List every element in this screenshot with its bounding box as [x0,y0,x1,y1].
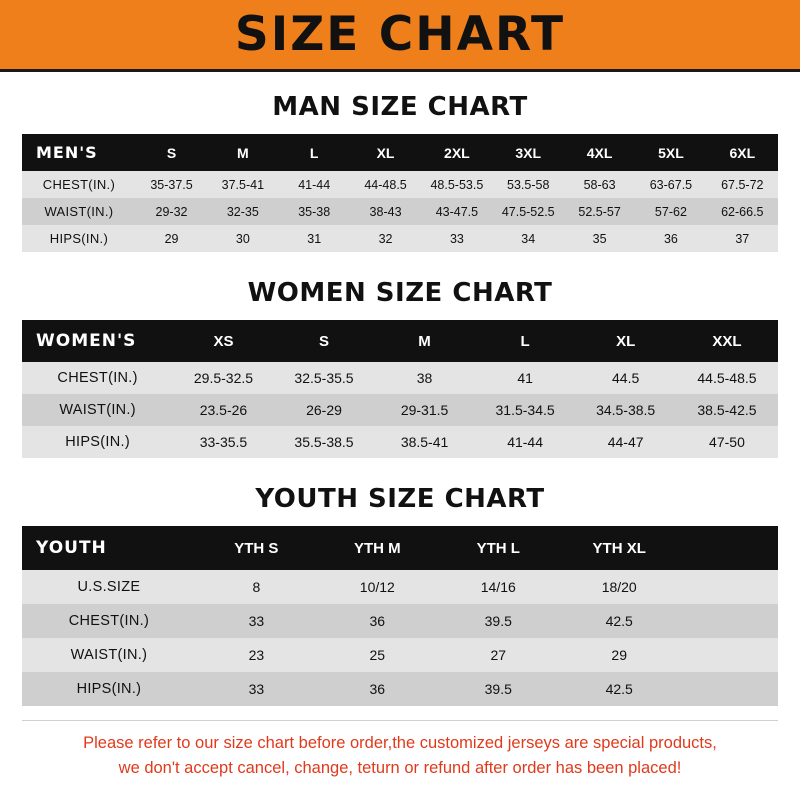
cell: 27 [490,647,507,663]
table-row [22,426,778,458]
cell: 30 [235,231,250,246]
col-header: S [319,332,330,350]
table-row [22,672,778,706]
row-label: WAIST(IN.) [59,402,136,418]
cell: 44-47 [607,434,644,450]
cell: 47.5-52.5 [501,204,555,219]
cell: 38.5-42.5 [697,402,757,418]
cell: 41-44 [507,434,543,450]
cell-spacer [680,638,778,672]
row-label: CHEST(IN.) [57,370,138,386]
col-header: 2XL [444,144,470,161]
cell: 29-32 [155,204,188,219]
chart-content [0,72,800,800]
footer-note [22,720,778,781]
col-header: 4XL [586,144,613,161]
cell: 57-62 [654,204,687,219]
col-header: XS [213,332,234,350]
row-label: CHEST(IN.) [68,613,150,629]
cell: 38-43 [369,204,402,219]
cell: 33-35.5 [199,434,248,450]
table-header-row [22,134,778,171]
table-row [22,198,778,225]
section-title-men: MAN SIZE CHART [272,92,528,122]
row-label: HIPS(IN.) [49,231,109,246]
col-header: XL [376,144,395,161]
cell: 26-29 [306,402,342,418]
row-label: U.S.SIZE [77,579,141,595]
cell: 58-63 [583,177,616,192]
col-header: WOMEN'S [36,331,137,351]
col-header: M [418,332,431,350]
col-header-spacer [680,526,778,570]
cell: 34 [521,231,536,246]
cell: 33 [449,231,464,246]
youth-size-table [22,526,778,706]
footer-note-line-2: we don't accept cancel, change, teturn or refund after order has been placed! [118,758,682,777]
cell: 53.5-58 [507,177,550,192]
cell: 25 [369,647,386,663]
cell: 44.5-48.5 [697,370,757,386]
col-header: YTH S [234,539,279,557]
cell: 63-67.5 [649,177,693,192]
row-label: CHEST(IN.) [42,177,116,192]
footer-note-line-1: Please refer to our size chart before order,the customized jerseys are special products, [83,734,717,752]
cell: 39.5 [484,613,512,629]
table-row [22,638,778,672]
cell: 67.5-72 [721,177,764,192]
table-row [22,604,778,638]
cell: 33 [248,613,265,629]
cell: 42.5 [605,681,633,697]
cell: 29 [164,231,179,246]
cell: 29-31.5 [400,402,449,418]
section-title-women: WOMEN SIZE CHART [247,278,553,308]
col-header: 5XL [658,144,684,161]
cell: 8 [252,579,261,595]
cell: 32.5-35.5 [294,370,354,386]
cell: 38.5-41 [400,434,449,450]
row-label: WAIST(IN.) [44,204,114,219]
cell: 38 [416,370,433,386]
table-row [22,225,778,252]
header-banner [0,0,800,72]
cell: 37 [735,231,750,246]
cell-spacer [680,672,778,706]
col-header: S [166,144,177,161]
cell: 41-44 [298,177,331,192]
cell: 10/12 [359,579,395,595]
cell: 44-48.5 [364,177,407,192]
cell: 23 [248,647,265,663]
cell: 39.5 [484,681,512,697]
men-size-table [22,134,778,252]
cell: 31.5-34.5 [495,402,555,418]
cell: 35 [592,231,607,246]
cell: 31 [307,231,322,246]
col-header: YTH M [353,539,401,557]
cell: 29.5-32.5 [193,370,254,386]
col-header: YOUTH [36,538,107,558]
cell: 29 [611,647,627,663]
cell: 36 [369,681,386,697]
women-size-table [22,320,778,458]
col-header: 6XL [729,144,756,161]
cell: 47-50 [709,434,745,450]
cell: 33 [248,681,265,697]
cell: 36 [369,613,386,629]
cell: 52.5-57 [578,204,621,219]
col-header: M [237,144,249,161]
cell: 23.5-26 [199,402,248,418]
row-label: WAIST(IN.) [70,647,148,663]
col-header: L [309,144,319,161]
cell: 44.5 [612,370,640,386]
table-header-row [22,526,778,570]
col-header: XXL [712,332,742,350]
cell: 35-38 [298,204,331,219]
cell: 62-66.5 [721,204,764,219]
cell: 34.5-38.5 [596,402,656,418]
table-header-row [22,320,778,362]
col-header: XL [616,332,636,350]
cell: 18/20 [601,579,637,595]
col-header: L [520,332,530,350]
page-title: SIZE CHART [234,7,566,62]
cell-spacer [680,604,778,638]
row-label: HIPS(IN.) [76,681,142,697]
cell: 35.5-38.5 [294,434,354,450]
cell: 32 [378,231,393,246]
col-header: 3XL [515,144,542,161]
table-row [22,394,778,426]
section-title-youth: YOUTH SIZE CHART [255,484,545,514]
cell: 14/16 [480,579,516,595]
cell: 37.5-41 [221,177,265,192]
col-header: MEN'S [36,143,98,162]
col-header: YTH XL [592,539,646,557]
cell: 43-47.5 [435,204,479,219]
cell: 42.5 [605,613,633,629]
row-label: HIPS(IN.) [65,434,130,450]
table-row [22,570,778,604]
cell: 41 [517,370,533,386]
cell-spacer [680,570,778,604]
cell: 48.5-53.5 [430,177,484,192]
cell: 32-35 [226,204,259,219]
table-row [22,171,778,198]
col-header: YTH L [476,539,520,557]
table-row [22,362,778,394]
cell: 36 [663,231,678,246]
cell: 35-37.5 [150,177,193,192]
